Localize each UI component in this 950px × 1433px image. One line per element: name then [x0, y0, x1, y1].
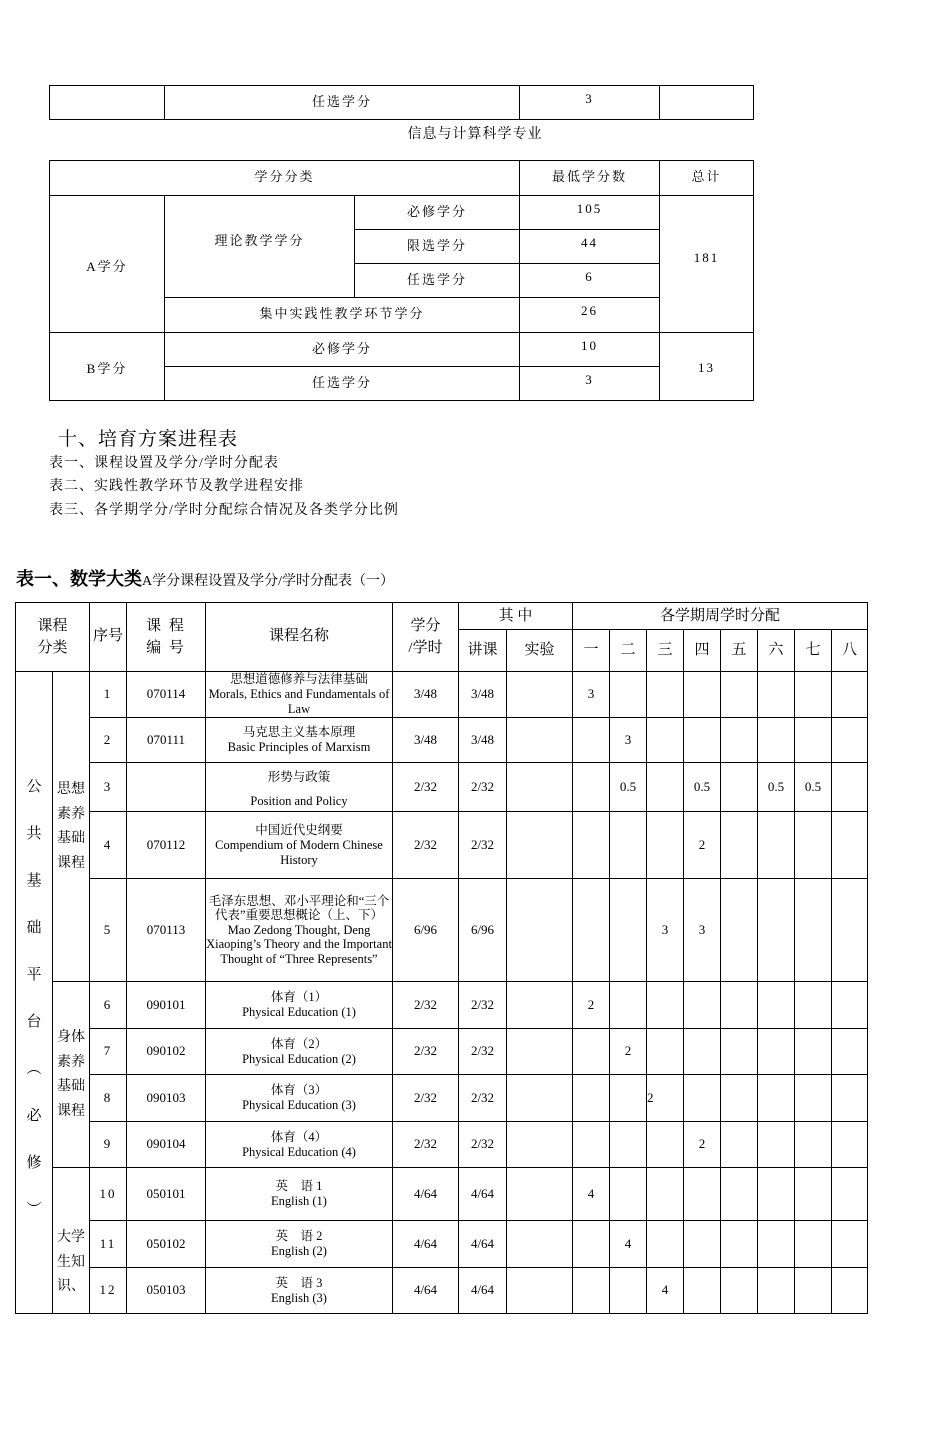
- semester-hours-cell: [721, 1029, 758, 1075]
- code-cell: 090104: [127, 1122, 206, 1168]
- lecture-cell: 4/64: [459, 1221, 507, 1268]
- semester-hours-cell: [573, 1122, 610, 1168]
- course-name-cn: 体育（1）: [270, 990, 328, 1004]
- course-name-en: Physical Education (1): [242, 1005, 356, 1019]
- course-name-cell: [206, 1029, 393, 1075]
- course-name-cell: [206, 672, 393, 718]
- semester-hours-cell: [795, 1029, 832, 1075]
- course-name-cell: [206, 718, 393, 763]
- header-seq: 序号: [90, 603, 127, 672]
- semester-hours-cell: [610, 1168, 647, 1221]
- seq-cell: 1: [90, 672, 127, 718]
- lab-cell: [507, 763, 573, 812]
- semester-hours-cell: [684, 1075, 721, 1122]
- platform-label: 公 共 基 础 平 台 ︵ 必 修 ︶: [16, 672, 53, 1314]
- course-name-en: Basic Principles of Marxism: [227, 740, 371, 754]
- code-cell: 070111: [127, 718, 206, 763]
- course-name-cn: 体育（3）: [270, 1083, 328, 1097]
- semester-hours-cell: [573, 1075, 610, 1122]
- lecture-cell: 2/32: [459, 1029, 507, 1075]
- a-credit-label: A学分: [50, 196, 165, 333]
- seq-cell: 10: [90, 1168, 127, 1221]
- seq-cell: 8: [90, 1075, 127, 1122]
- semester-hours-cell: 4: [647, 1268, 684, 1314]
- semester-hours-cell: [610, 1075, 647, 1122]
- semester-hours-cell: [832, 1221, 868, 1268]
- lecture-cell: 6/96: [459, 879, 507, 982]
- semester-hours-cell: [647, 1029, 684, 1075]
- semester-hours-cell: [721, 982, 758, 1029]
- code-cell: 070114: [127, 672, 206, 718]
- lecture-cell: 2/32: [459, 812, 507, 879]
- header-sem-6: 六: [758, 630, 795, 672]
- b-elective-value: 3: [520, 367, 660, 401]
- semester-hours-cell: [832, 1268, 868, 1314]
- elective-value: 6: [520, 264, 660, 298]
- table-row: [16, 763, 868, 812]
- lab-cell: [507, 1029, 573, 1075]
- course-name-cn: 英 语 3: [275, 1275, 323, 1290]
- credit-cell: 3/48: [393, 718, 459, 763]
- course-name-cn: 中国近代史纲要: [255, 822, 343, 837]
- course-name-cell: [206, 763, 393, 812]
- table-row: [16, 812, 868, 879]
- semester-hours-cell: [647, 1122, 684, 1168]
- semester-hours-cell: [721, 879, 758, 982]
- course-name-cell: [206, 879, 393, 982]
- header-category: 学分分类: [50, 161, 520, 196]
- semester-hours-cell: [795, 718, 832, 763]
- code-cell: 050102: [127, 1221, 206, 1268]
- semester-hours-cell: 4: [610, 1221, 647, 1268]
- semester-hours-cell: 4: [573, 1168, 610, 1221]
- course-name-cn: 马克思主义基本原理: [242, 725, 356, 739]
- header-sem-3: 三: [647, 630, 684, 672]
- header-sem-2: 二: [610, 630, 647, 672]
- header-name: 课程名称: [206, 603, 393, 672]
- code-cell: 050103: [127, 1268, 206, 1314]
- credit-cell: 2/32: [393, 1075, 459, 1122]
- semester-hours-cell: [795, 1122, 832, 1168]
- semester-hours-cell: [795, 982, 832, 1029]
- lecture-cell: 3/48: [459, 718, 507, 763]
- lecture-cell: 2/32: [459, 982, 507, 1029]
- course-name-cn: 体育（2）: [270, 1036, 328, 1051]
- header-total: 总计: [660, 161, 754, 196]
- seq-cell: 7: [90, 1029, 127, 1075]
- credit-cell: 2/32: [393, 763, 459, 812]
- semester-hours-cell: [795, 1168, 832, 1221]
- semester-hours-cell: [832, 812, 868, 879]
- course-name-cn: 英 语 2: [275, 1229, 323, 1243]
- section-title: 十、培育方案进程表: [58, 428, 239, 450]
- lab-cell: [507, 982, 573, 1029]
- limited-value: 44: [520, 230, 660, 264]
- semester-hours-cell: [721, 672, 758, 718]
- code-cell: 090101: [127, 982, 206, 1029]
- semester-hours-cell: [573, 1221, 610, 1268]
- semester-hours-cell: [721, 718, 758, 763]
- course-name-cn: 英 语 1: [275, 1179, 323, 1193]
- required-label: 必修学分: [355, 196, 520, 230]
- semester-hours-cell: [684, 718, 721, 763]
- limited-label: 限选学分: [355, 230, 520, 264]
- credit-cell: 3/48: [393, 672, 459, 718]
- semester-hours-cell: [684, 672, 721, 718]
- course-name-cell: [206, 1221, 393, 1268]
- semester-hours-cell: 3: [684, 879, 721, 982]
- semester-hours-cell: 3: [610, 718, 647, 763]
- semester-hours-cell: 3: [647, 879, 684, 982]
- semester-hours-cell: [721, 1122, 758, 1168]
- lecture-cell: 4/64: [459, 1168, 507, 1221]
- credit-cell: 4/64: [393, 1268, 459, 1314]
- course-name-cn: 思想道德修养与法律基础: [230, 672, 368, 686]
- semester-hours-cell: [647, 982, 684, 1029]
- semester-hours-cell: [573, 879, 610, 982]
- semester-hours-cell: [573, 718, 610, 763]
- credit-cell: 2/32: [393, 1029, 459, 1075]
- semester-hours-cell: [758, 1221, 795, 1268]
- course-name-cell: [206, 1168, 393, 1221]
- semester-hours-cell: [758, 812, 795, 879]
- lab-cell: [507, 1221, 573, 1268]
- group-label: 大学生知识、: [53, 1168, 90, 1314]
- a-total: 181: [660, 196, 754, 333]
- semester-hours-cell: [832, 718, 868, 763]
- table-row: [16, 1221, 868, 1268]
- semester-hours-cell: [684, 1221, 721, 1268]
- course-name-en: Morals, Ethics and Fundamentals of Law: [208, 687, 390, 716]
- course-name-cell: [206, 1268, 393, 1314]
- elective-label: 任选学分: [355, 264, 520, 298]
- semester-hours-cell: [832, 1168, 868, 1221]
- semester-hours-cell: [610, 812, 647, 879]
- seq-cell: 11: [90, 1221, 127, 1268]
- semester-hours-cell: [795, 1268, 832, 1314]
- semester-hours-cell: [610, 1122, 647, 1168]
- b-credit-label: B学分: [50, 333, 165, 401]
- semester-hours-cell: 0.5: [795, 763, 832, 812]
- semester-hours-cell: 2: [684, 1122, 721, 1168]
- lab-cell: [507, 879, 573, 982]
- course-name-en: Physical Education (4): [242, 1144, 356, 1159]
- toc-item: 表三、各学期学分/学时分配综合情况及各类学分比例: [49, 503, 399, 518]
- seq-cell: 6: [90, 982, 127, 1029]
- lab-cell: [507, 812, 573, 879]
- semester-hours-cell: [832, 982, 868, 1029]
- semester-hours-cell: [795, 879, 832, 982]
- course-name-cell: [206, 1122, 393, 1168]
- semester-hours-cell: [758, 1029, 795, 1075]
- semester-hours-cell: 2: [610, 1029, 647, 1075]
- semester-hours-cell: [758, 1268, 795, 1314]
- semester-hours-cell: [647, 718, 684, 763]
- table-row: [16, 1122, 868, 1168]
- table1-title-rest: A学分课程设置及学分/学时分配表（一）: [142, 574, 394, 589]
- elective-value: 3: [520, 86, 660, 120]
- seq-cell: 12: [90, 1268, 127, 1314]
- semester-hours-cell: [795, 1075, 832, 1122]
- seq-cell: 5: [90, 879, 127, 982]
- semester-hours-cell: [758, 1075, 795, 1122]
- semester-hours-cell: [573, 812, 610, 879]
- semester-hours-cell: [721, 812, 758, 879]
- b-required-label: 必修学分: [165, 333, 520, 367]
- toc-item: 表一、课程设置及学分/学时分配表: [49, 456, 279, 471]
- semester-hours-cell: [832, 763, 868, 812]
- header-sem-5: 五: [721, 630, 758, 672]
- semester-hours-cell: [573, 763, 610, 812]
- b-required-value: 10: [520, 333, 660, 367]
- header-credit: 学分 /学时: [393, 603, 459, 672]
- table-row: [16, 1075, 868, 1122]
- semester-hours-cell: [721, 1268, 758, 1314]
- seq-cell: 4: [90, 812, 127, 879]
- toc-item: 表二、实践性教学环节及教学进程安排: [49, 479, 304, 494]
- course-name-en: Compendium of Modern Chinese History: [215, 837, 383, 867]
- semester-hours-cell: [647, 763, 684, 812]
- lab-cell: [507, 1075, 573, 1122]
- table-row: [16, 1029, 868, 1075]
- course-name-en: English (1): [271, 1194, 327, 1208]
- table-row: [16, 718, 868, 763]
- semester-hours-cell: [684, 1168, 721, 1221]
- header-lecture: 讲课: [459, 630, 507, 672]
- semester-hours-cell: [758, 672, 795, 718]
- semester-hours-cell: [758, 982, 795, 1029]
- semester-hours-cell: [795, 672, 832, 718]
- required-value: 105: [520, 196, 660, 230]
- table-row: [16, 1168, 868, 1221]
- lecture-cell: 3/48: [459, 672, 507, 718]
- credit-table-continued: [49, 85, 754, 120]
- semester-hours-cell: [721, 763, 758, 812]
- semester-hours-cell: [832, 1029, 868, 1075]
- semester-hours-cell: 2: [573, 982, 610, 1029]
- header-among: 其 中: [459, 603, 573, 630]
- group-label: 身体素养基础课程: [53, 982, 90, 1168]
- course-name-en: Position and Policy: [250, 793, 348, 808]
- semester-hours-cell: [610, 1268, 647, 1314]
- header-sem-1: 一: [573, 630, 610, 672]
- header-lab: 实验: [507, 630, 573, 672]
- header-sem-7: 七: [795, 630, 832, 672]
- course-name-cn: 体育（4）: [270, 1129, 328, 1144]
- b-elective-label: 任选学分: [165, 367, 520, 401]
- semester-hours-cell: [684, 982, 721, 1029]
- credit-cell: 2/32: [393, 812, 459, 879]
- table1-title: [16, 565, 394, 591]
- semester-hours-cell: [610, 982, 647, 1029]
- lab-cell: [507, 1122, 573, 1168]
- code-cell: 090102: [127, 1029, 206, 1075]
- code-cell: [127, 763, 206, 812]
- course-name-cn: 形势与政策: [267, 769, 331, 784]
- code-cell: 050101: [127, 1168, 206, 1221]
- code-cell: 070112: [127, 812, 206, 879]
- table-row: [16, 879, 868, 982]
- semester-hours-cell: 0.5: [684, 763, 721, 812]
- empty-cell: [50, 86, 165, 120]
- lecture-cell: 4/64: [459, 1268, 507, 1314]
- semester-hours-cell: 2: [647, 1075, 684, 1122]
- semester-hours-cell: [721, 1168, 758, 1221]
- header-weekly: 各学期周学时分配: [573, 603, 868, 630]
- course-table: [15, 602, 868, 1314]
- semester-hours-cell: [758, 879, 795, 982]
- course-name-cell: [206, 812, 393, 879]
- table-row: [16, 1268, 868, 1314]
- semester-hours-cell: [610, 879, 647, 982]
- theory-credit-label: 理论教学学分: [165, 196, 355, 298]
- semester-hours-cell: 2: [684, 812, 721, 879]
- code-cell: 090103: [127, 1075, 206, 1122]
- seq-cell: 3: [90, 763, 127, 812]
- lab-cell: [507, 1168, 573, 1221]
- table-row: [16, 982, 868, 1029]
- semester-hours-cell: [684, 1029, 721, 1075]
- semester-hours-cell: [647, 672, 684, 718]
- lab-cell: [507, 672, 573, 718]
- semester-hours-cell: [832, 1122, 868, 1168]
- semester-hours-cell: 0.5: [758, 763, 795, 812]
- course-name-en: English (3): [271, 1290, 327, 1305]
- semester-hours-cell: [795, 1221, 832, 1268]
- course-name-cell: [206, 982, 393, 1029]
- semester-hours-cell: [610, 672, 647, 718]
- semester-hours-cell: [758, 1122, 795, 1168]
- course-name-en: Physical Education (3): [242, 1098, 356, 1112]
- table-row: [16, 672, 868, 718]
- header-code: 课 程 编 号: [127, 603, 206, 672]
- group-label: 思想素养基础课程: [53, 672, 90, 982]
- table1-title-bold: 表一、数学大类: [16, 569, 142, 590]
- seq-cell: 2: [90, 718, 127, 763]
- course-name-en: Physical Education (2): [242, 1051, 356, 1066]
- course-name-cn: 毛泽东思想、邓小平理论和“三个代表”重要思想概论（上、下）: [208, 894, 390, 923]
- semester-hours-cell: [721, 1075, 758, 1122]
- header-sem-8: 八: [832, 630, 868, 672]
- semester-hours-cell: [758, 1168, 795, 1221]
- lab-cell: [507, 718, 573, 763]
- semester-hours-cell: [832, 1075, 868, 1122]
- lecture-cell: 2/32: [459, 1122, 507, 1168]
- header-min: 最低学分数: [520, 161, 660, 196]
- credit-cell: 4/64: [393, 1168, 459, 1221]
- credit-cell: 4/64: [393, 1221, 459, 1268]
- semester-hours-cell: [573, 1029, 610, 1075]
- semester-hours-cell: 0.5: [610, 763, 647, 812]
- practice-value: 26: [520, 298, 660, 333]
- semester-hours-cell: [832, 879, 868, 982]
- semester-hours-cell: [647, 812, 684, 879]
- seq-cell: 9: [90, 1122, 127, 1168]
- semester-hours-cell: [795, 812, 832, 879]
- semester-hours-cell: [573, 1268, 610, 1314]
- lecture-cell: 2/32: [459, 1075, 507, 1122]
- course-name-cell: [206, 1075, 393, 1122]
- course-name-en: English (2): [271, 1244, 327, 1258]
- credit-cell: 2/32: [393, 1122, 459, 1168]
- semester-hours-cell: [758, 718, 795, 763]
- lecture-cell: 2/32: [459, 763, 507, 812]
- empty-cell: [660, 86, 754, 120]
- semester-hours-cell: [832, 672, 868, 718]
- credit-cell: 2/32: [393, 982, 459, 1029]
- lab-cell: [507, 1268, 573, 1314]
- semester-hours-cell: [647, 1221, 684, 1268]
- elective-label: 任选学分: [165, 86, 520, 120]
- semester-hours-cell: [721, 1221, 758, 1268]
- semester-hours-cell: [647, 1168, 684, 1221]
- credit-cell: 6/96: [393, 879, 459, 982]
- course-name-en: Mao Zedong Thought, Deng Xiaoping’s Theory and the Important Thought of “Three Represents”: [206, 922, 392, 966]
- semester-hours-cell: [684, 1268, 721, 1314]
- semester-hours-cell: 3: [573, 672, 610, 718]
- practice-label: 集中实践性教学环节学分: [165, 298, 520, 333]
- major-caption: 信息与计算科学专业: [407, 127, 543, 142]
- code-cell: 070113: [127, 879, 206, 982]
- b-total: 13: [660, 333, 754, 401]
- header-category: 课程 分类: [16, 603, 90, 672]
- header-sem-4: 四: [684, 630, 721, 672]
- credit-distribution-table: [49, 160, 754, 401]
